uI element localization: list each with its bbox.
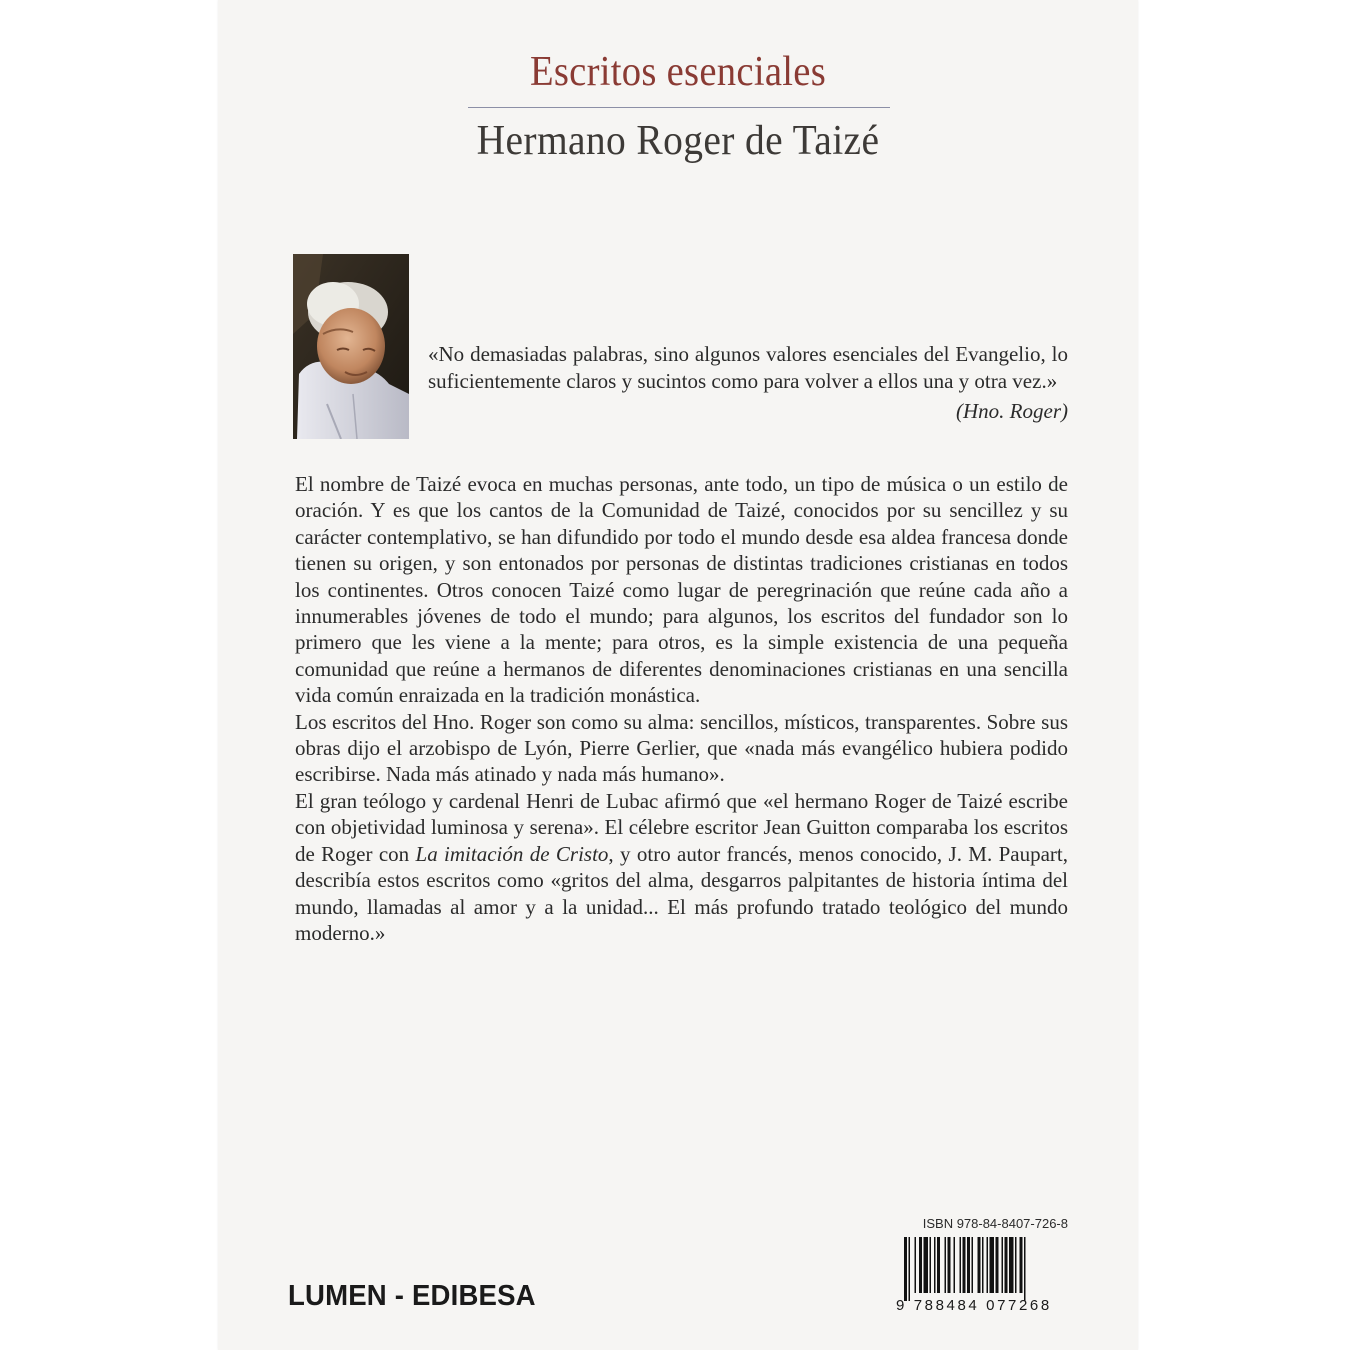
epigraph-quote	[428, 341, 1068, 425]
book-title-reference: La imitación de Cristo	[415, 841, 609, 866]
quote-text: «No demasiadas palabras, sino algunos valores esenciales del Evangelio, lo suficientemente claros y sucintos como para volver a ellos una y otra vez.»	[428, 342, 1068, 393]
isbn-label: ISBN 978-84-8407-726-8	[922, 1216, 1068, 1231]
title-divider	[468, 107, 890, 108]
blurb-paragraph-3	[295, 788, 1068, 946]
author-portrait	[293, 254, 409, 439]
quote-attribution: (Hno. Roger)	[956, 399, 1068, 423]
barcode-bars	[900, 1237, 1060, 1301]
blurb-paragraph-2: Los escritos del Hno. Roger son como su alma: sencillos, místicos, transparentes. Sobre sus obras dijo el arzobispo de Lyón, Pierre Gerlier, que «nada más evangélico hubiera podido escribirse. Nada más atinado y nada más humano».	[295, 709, 1068, 787]
paragraph-3-end: , y otro autor francés, menos conocido, J. M. Paupart, describía estos escritos como «gritos del alma, desgarros palpitantes de historia íntima del mundo, llamadas al amor y a la unidad... El más profundo tratado teológico del mundo moderno.»	[295, 841, 1068, 945]
series-title: Escritos esenciales	[529, 49, 827, 95]
book-back-cover	[218, 0, 1138, 1350]
author-name: Hermano Roger de Taizé	[476, 118, 880, 164]
barcode-digits: 9 788484 077268	[896, 1297, 1052, 1314]
publisher-logo: LUMEN - EDIBESA	[288, 1280, 536, 1312]
blurb-text	[295, 471, 1068, 946]
portrait-image	[293, 254, 409, 439]
paragraph-3-start: El gran teólogo y cardenal Henri de Lubac afirmó que «el hermano Roger de Taizé escribe con objetividad luminosa y serena». El célebre escritor Jean Guitton comparaba los escritos de Roger con	[295, 788, 1068, 866]
blurb-paragraph-1: El nombre de Taizé evoca en muchas personas, ante todo, un tipo de música o un estilo de oración. Y es que los cantos de la Comunidad de Taizé, conocidos por su sencillez y su carácter contemplativo, se han difundido por todo el mundo desde esa aldea francesa donde tienen su origen, y son entonados por personas de distintas tradiciones cristianas en todos los continentes. Otros conocen Taizé como lugar de peregrinación que reúne cada año a innumerables jóvenes de todo el mundo; para algunos, los escritos del fundador son lo primero que les viene a la mente; para otros, es la simple existencia de una pequeña comunidad que reúne a hermanos de diferentes denominaciones cristianas en una sencilla vida común enraizada en la tradición monástica.	[295, 472, 1068, 708]
